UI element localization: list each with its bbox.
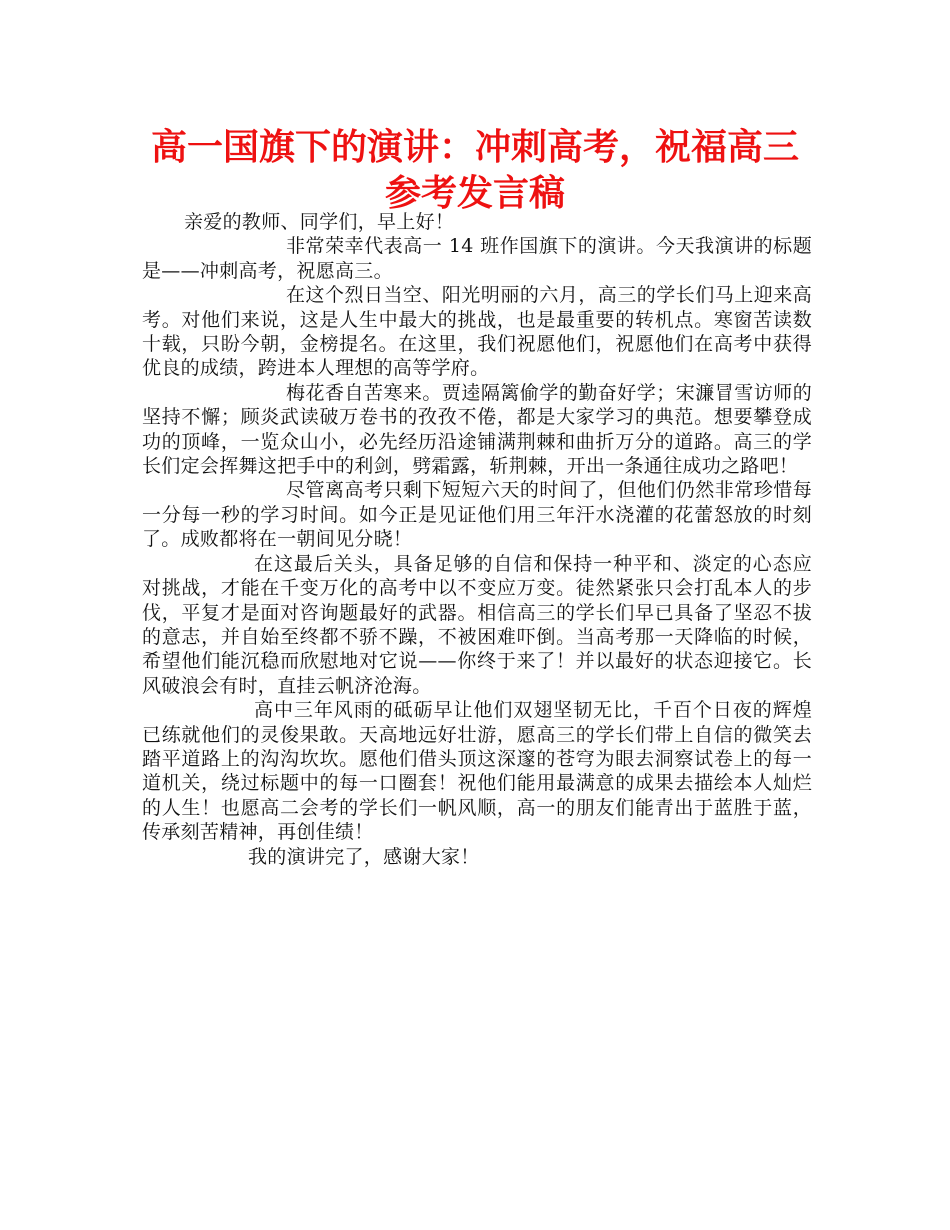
paragraph-intro: 非常荣幸代表高一 14 班作国旗下的演讲。今天我演讲的标题是——冲刺高考，祝愿高三。 (142, 235, 812, 282)
paragraph-six-days: 尽管离高考只剩下短短六天的时间了，但他们仍然非常珍惜每一分每一秒的学习时间。如今正是见证他们用三年汗水浇灌的花蕾怒放的时刻了。成败都将在一朝间见分晓！ (142, 479, 812, 551)
paragraph-final-moment: 在这最后关头，具备足够的自信和保持一种平和、淡定的心态应对挑战，才能在千变万化的高考中以不变应万变。徒然紧张只会打乱本人的步伐，平复才是面对咨询题最好的武器。相信高三的学长们早已具备了坚忍不拔的意志，并自始至终都不骄不躁，不被困难吓倒。当高考那一天降临的时候，希望他们能沉稳而欣慰地对它说——你终于来了！并以最好的状态迎接它。长风破浪会有时，直挂云帆济沧海。 (142, 552, 812, 697)
greeting-paragraph: 亲爱的教师、同学们，早上好！ (184, 211, 455, 233)
document-title-line1: 高一国旗下的演讲：冲刺高考，祝福高三 (150, 127, 799, 168)
document-title-line2: 参考发言稿 (384, 173, 565, 214)
paragraph-three-years: 高中三年风雨的砥砺早让他们双翅坚韧无比，千百个日夜的辉煌已练就他们的灵俊果敢。天高地远好壮游，愿高三的学长们带上自信的微笑去踏平道路上的沟沟坎坎。愿他们借头顶这深邃的苍穹为眼去洞察试卷上的每一道机关，绕过标题中的每一口圈套！祝他们能用最满意的成果去描绘本人灿烂的人生！也愿高二会考的学长们一帆风顺，高一的朋友们能青出于蓝胜于蓝，传承刻苦精神，再创佳绩！ (142, 699, 812, 844)
speech-body (142, 210, 812, 869)
closing-paragraph: 我的演讲完了，感谢大家！ (248, 845, 480, 868)
paragraph-plum-blossom: 梅花香自苦寒来。贾逵隔篱偷学的勤奋好学；宋濂冒雪访师的坚持不懈；顾炎武读破万卷书的孜孜不倦，都是大家学习的典范。想要攀登成功的顶峰，一览众山小，必先经历沿途铺满荆棘和曲折万分的道路。高三的学长们定会挥舞这把手中的利剑，劈霜露，斩荆棘，开出一条通往成功之路吧！ (142, 381, 812, 478)
paragraph-june: 在这个烈日当空、阳光明丽的六月，高三的学长们马上迎来高考。对他们来说，这是人生中最大的挑战，也是最重要的转机点。寒窗苦读数十载，只盼今朝，金榜提名。在这里，我们祝愿他们，祝愿他们在高考中获得优良的成绩，跨进本人理想的高等学府。 (142, 284, 812, 380)
